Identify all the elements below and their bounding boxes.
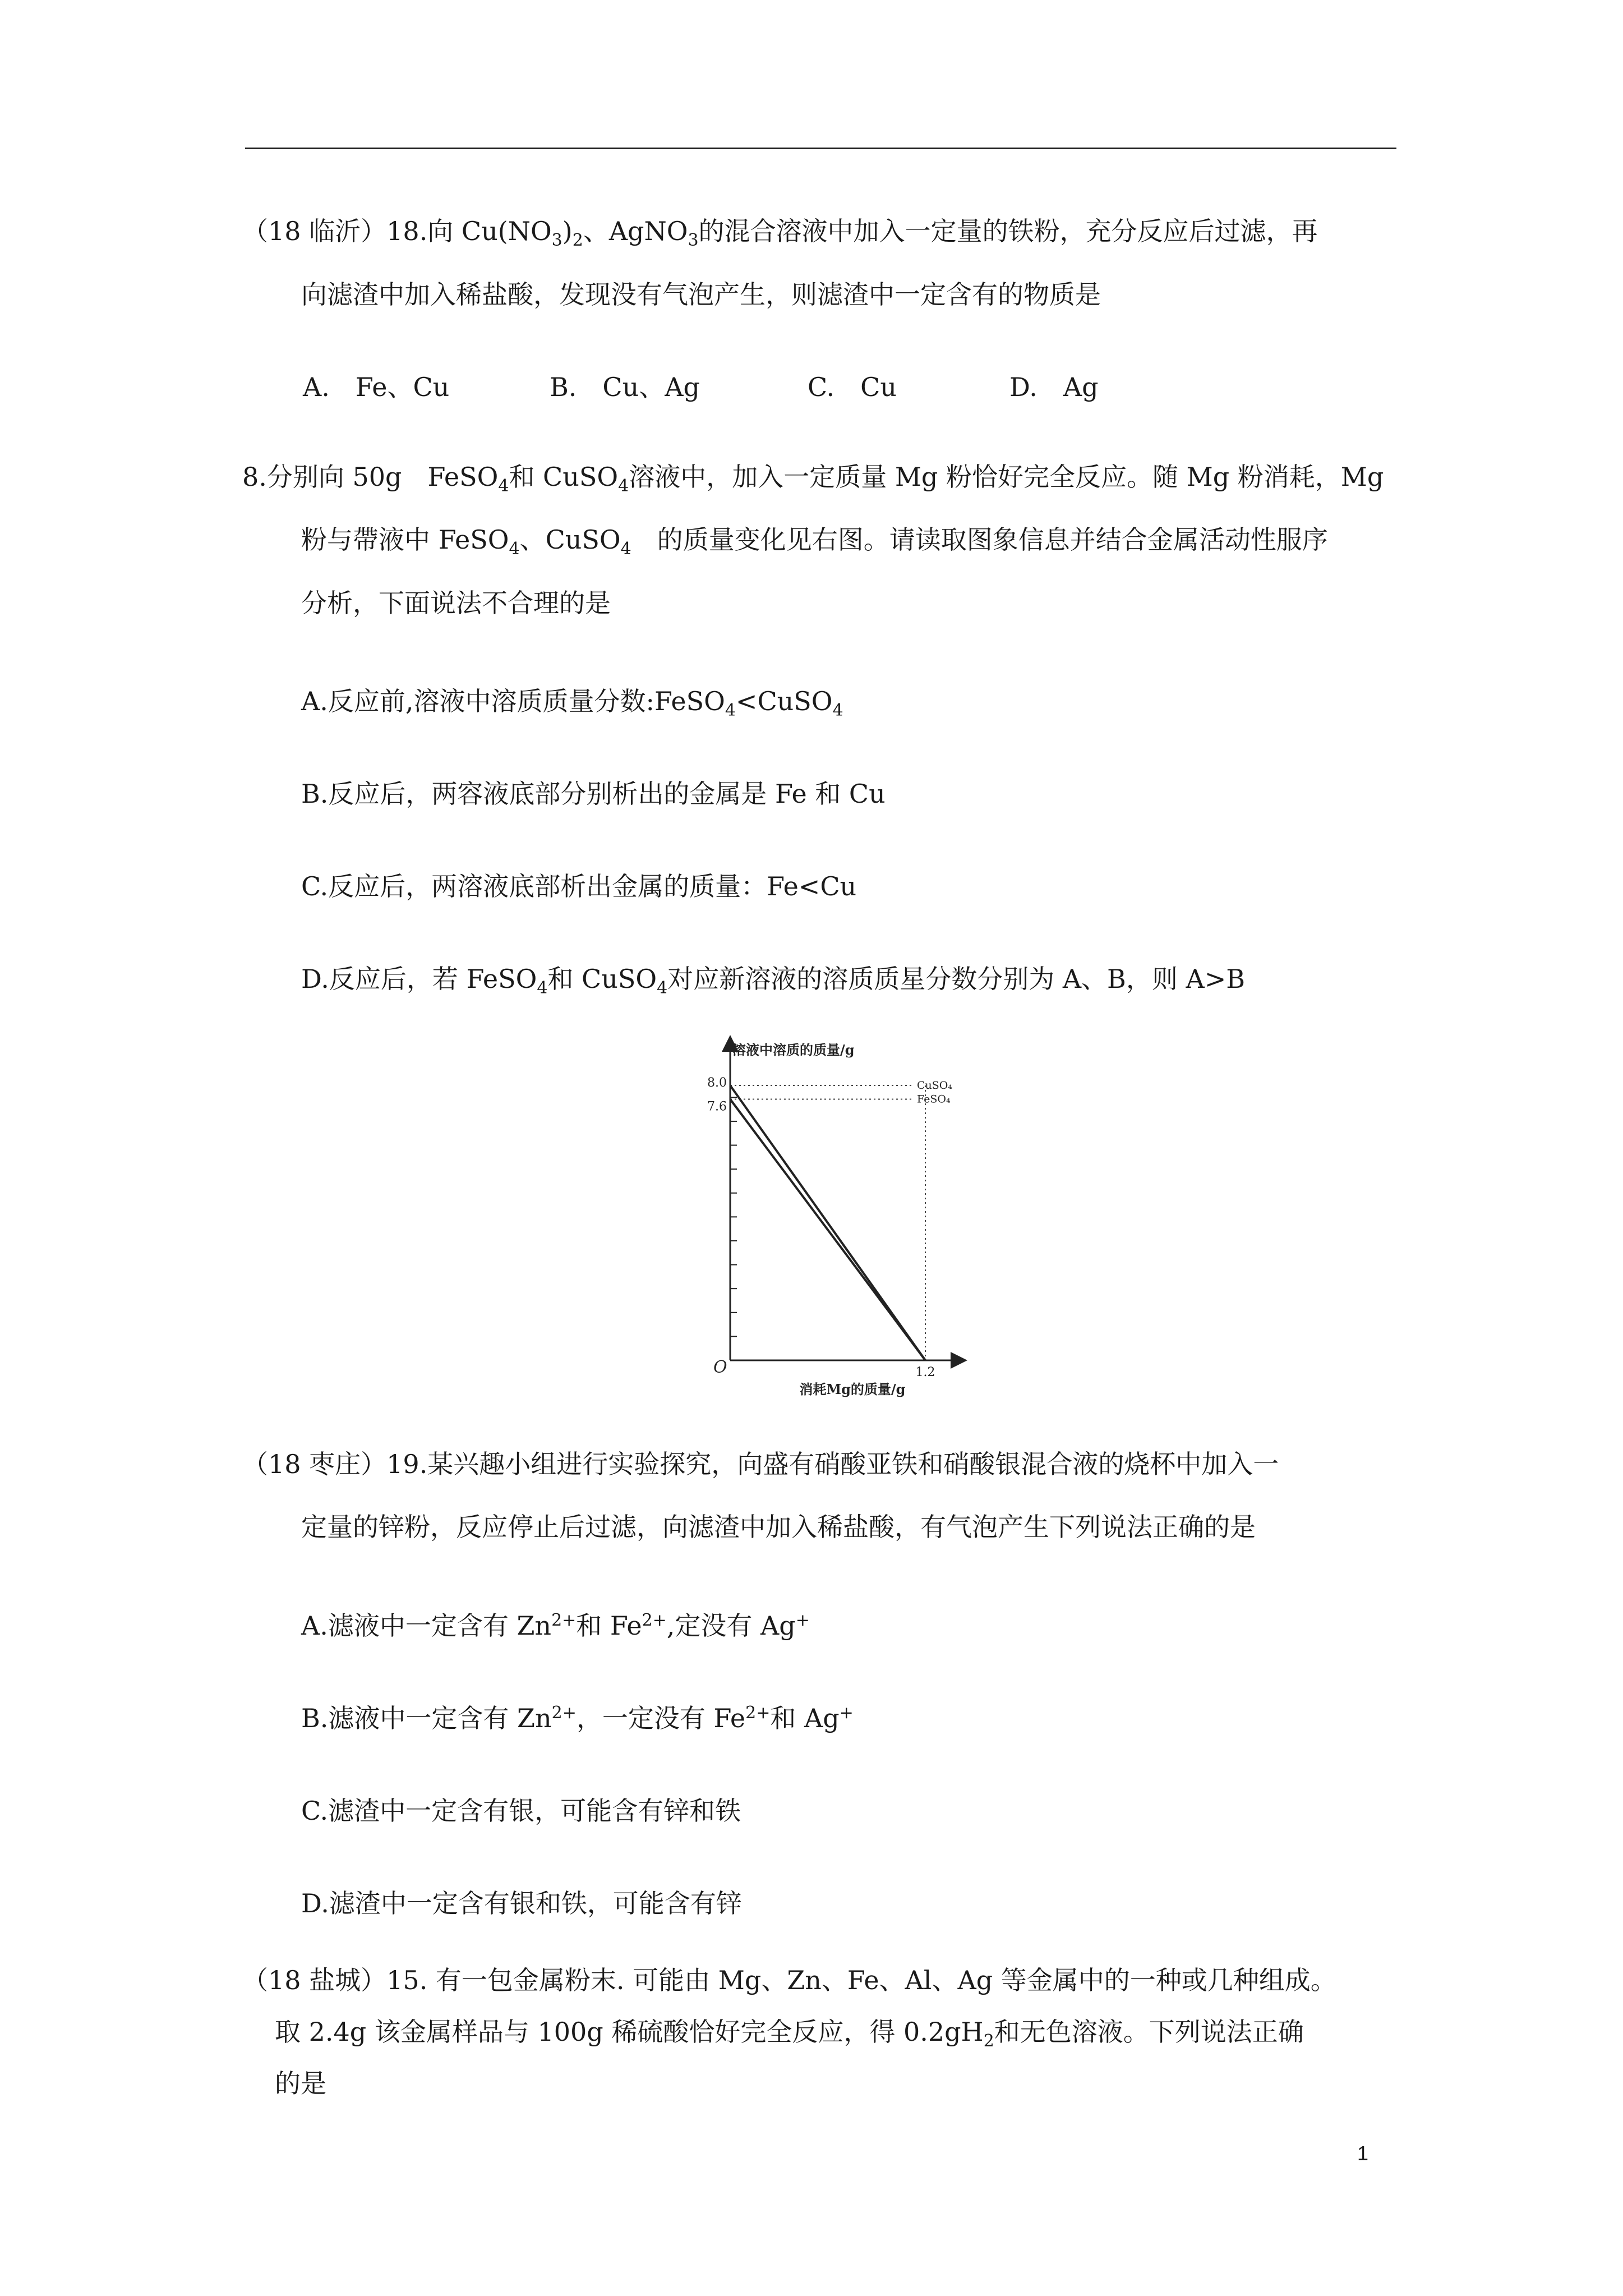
series-label: FeSO₄ xyxy=(917,1093,951,1106)
q-zaozhuang-line1: （18 枣庄）19.某兴趣小组进行实验探究，向盛有硝酸亚铁和硝酸银混合液的烧杯中加入一 xyxy=(242,1449,1279,1479)
y-tick-label: 7.6 xyxy=(707,1099,727,1114)
q-yancheng-line1: （18 盐城）15. 有一包金属粉末. 可能由 Mg、Zn、Fe、Al、Ag 等金属中的一种或几种组成。 xyxy=(242,1965,1336,1995)
q8-option-c: C.反应后，两溶液底部析出金属的质量：Fe<Cu xyxy=(301,871,857,901)
q8-option-b: B.反应后，两容液底部分别析出的金属是 Fe 和 Cu xyxy=(301,779,886,809)
q8-line1: 8.分别向 50g FeSO$_4$和 CuSO$_4$溶液中，加入一定质量 Mg 粉恰好完全反应。随 Mg 粉消耗，Mg xyxy=(242,462,1384,496)
q-zaozhuang-line2: 定量的锌粉，反应停止后过滤，向滤渣中加入稀盐酸，有气泡产生下列说法正确的是 xyxy=(301,1512,1256,1542)
q-linyi-line2: 向滤渣中加入稀盐酸，发现没有气泡产生，则滤渣中一定含有的物质是 xyxy=(301,279,1101,310)
q-linyi-option-c: C. Cu xyxy=(808,372,897,402)
mass-chart-svg xyxy=(695,1032,1009,1408)
series-line-0 xyxy=(730,1085,925,1360)
page-number: 1 xyxy=(1357,2142,1369,2165)
q8-line3: 分析，下面说法不合理的是 xyxy=(301,588,611,618)
y-axis-label: 溶液中溶质的质量/g xyxy=(732,1042,855,1058)
y-tick-label: 8.0 xyxy=(707,1076,727,1090)
series-line-1 xyxy=(730,1099,925,1361)
origin-label: O xyxy=(713,1358,727,1377)
x-tick-label: 1.2 xyxy=(915,1365,935,1379)
q-zaozhuang-option-d: D.滤渣中一定含有银和铁，可能含有锌 xyxy=(301,1888,742,1918)
mass-chart xyxy=(695,1032,1009,1408)
q-linyi-line1: （18 临沂）18.向 $Cu(NO_3)_2$、AgNO$_3$的混合溶液中加入一定量的铁粉，充分反应后过滤，再 xyxy=(242,216,1318,250)
q-yancheng-line3: 的是 xyxy=(275,2068,326,2099)
header-rule xyxy=(245,148,1396,149)
q-linyi-option-d: D. Ag xyxy=(1009,372,1099,402)
series-label: CuSO₄ xyxy=(917,1079,952,1092)
q-zaozhuang-option-b: B.滤液中一定含有 $Zn^{2+}$，一定没有 $Fe^{2+}$和 Ag+ xyxy=(301,1703,854,1733)
q8-line2: 粉与帶液中 FeSO$_4$、CuSO$_4$ 的质量变化见右图。请读取图象信息并结合金属活动性服序 xyxy=(301,524,1328,559)
q-yancheng-line2: 取 2.4g 该金属样品与 100g 稀硫酸恰好完全反应，得 $0.2gH_2$和无色溶液。下列说法正确 xyxy=(275,2017,1304,2051)
q-linyi-option-b: B. Cu、Ag xyxy=(550,372,700,402)
q8-option-a: A.反应前,溶液中溶质质量分数:FeSO$_4$<CuSO$_4$ xyxy=(301,686,843,720)
x-axis-label: 消耗Mg的质量/g xyxy=(799,1381,906,1397)
q-linyi-option-a: A. Fe、Cu xyxy=(303,372,450,402)
q8-option-d: D.反应后，若 FeSO$_4$和 CuSO$_4$对应新溶液的溶质质星分数分别为 A、B，则 A>B xyxy=(301,964,1246,998)
q-zaozhuang-option-c: C.滤渣中一定含有银，可能含有锌和铁 xyxy=(301,1796,741,1826)
q-zaozhuang-option-a: A.滤液中一定含有 $Zn^{2+}$和 $Fe^{2+}$,定没有 Ag+ xyxy=(301,1611,810,1641)
